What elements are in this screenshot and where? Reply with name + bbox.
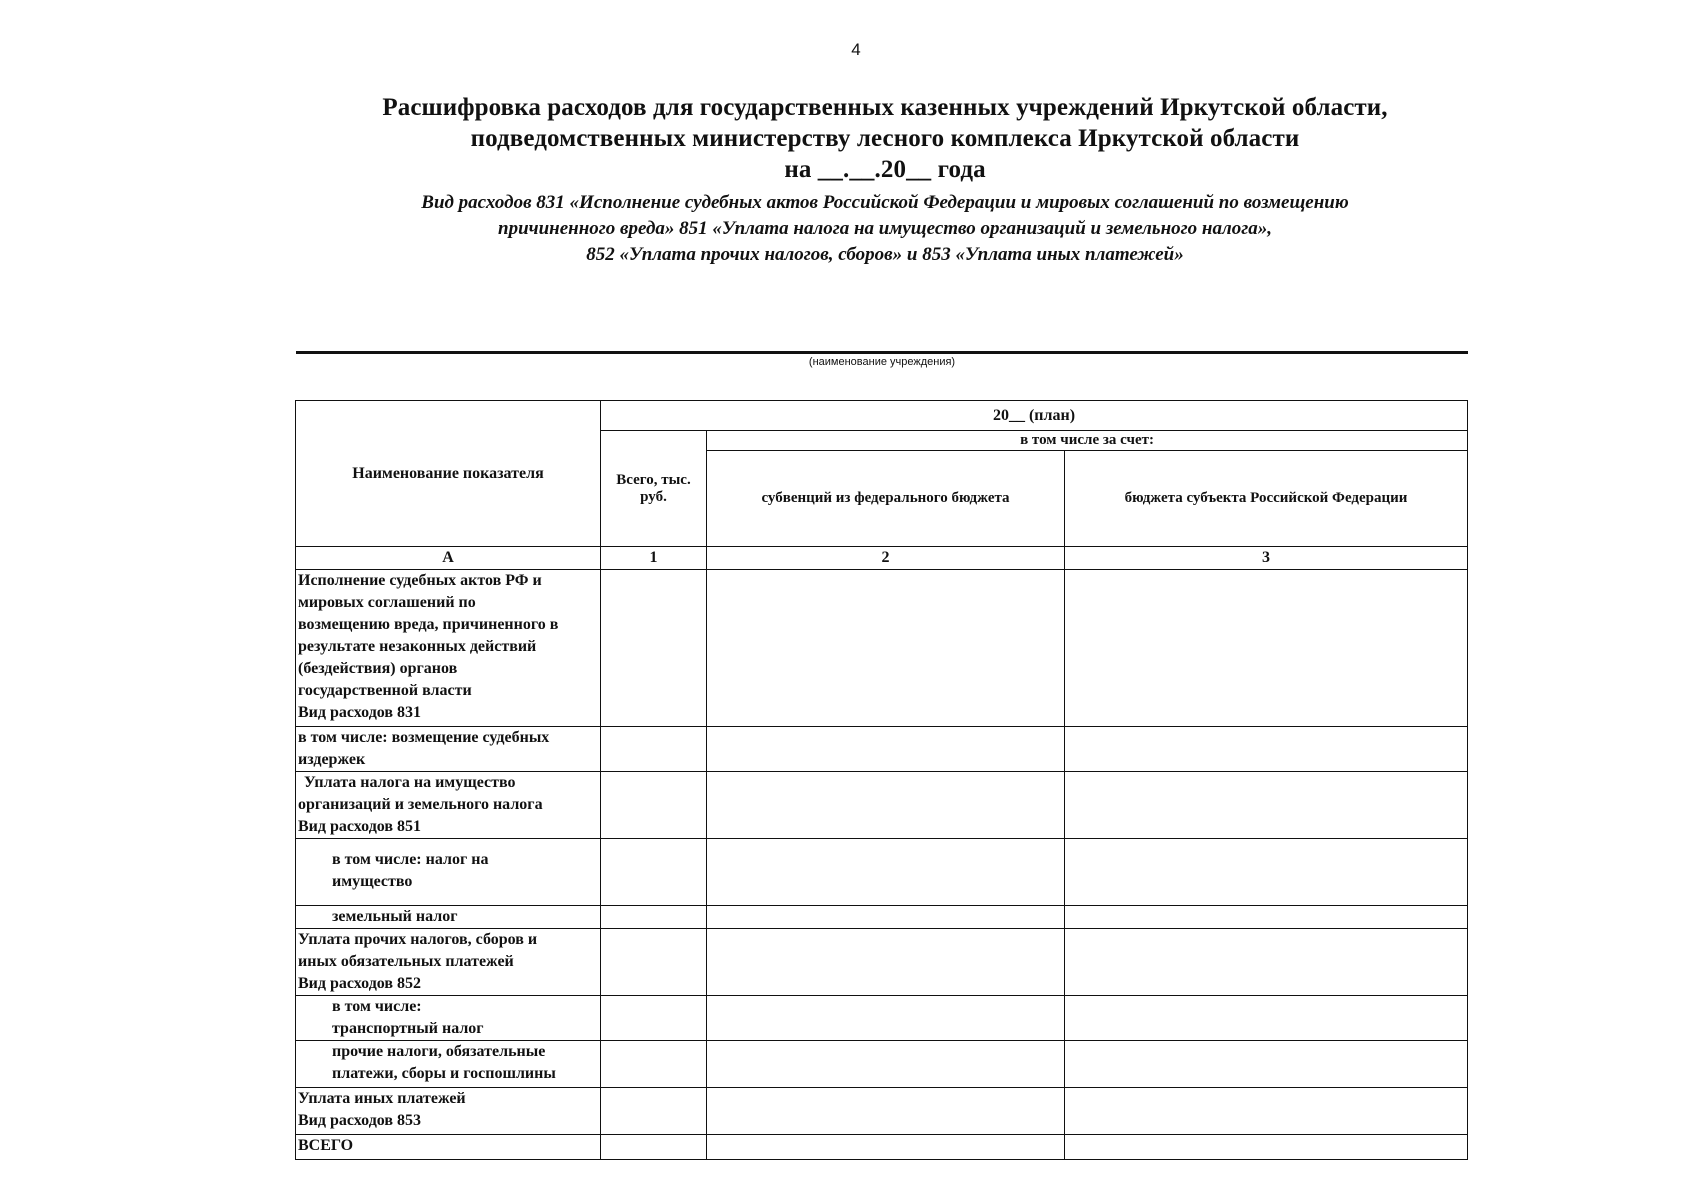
expense-table <box>295 400 1468 1160</box>
institution-caption: (наименование учреждения) <box>808 356 956 368</box>
cell-federal[interactable] <box>707 996 1065 1041</box>
header-plan: 20__ (план) <box>601 401 1468 431</box>
table-row <box>296 772 1468 839</box>
row-label-853 <box>296 1088 601 1135</box>
table-row <box>296 996 1468 1041</box>
cell-regional[interactable] <box>1065 727 1468 772</box>
cell-total[interactable] <box>601 929 707 996</box>
label-line: транспортный налог <box>332 1020 484 1037</box>
label-line: в том числе: налог на <box>332 851 489 868</box>
row-label-property-tax <box>296 839 601 906</box>
label-line: возмещению вреда, причиненного в <box>298 616 559 633</box>
cell-federal[interactable] <box>707 570 1065 727</box>
document-subtitle <box>330 190 1440 268</box>
label-line: в том числе: возмещение судебных <box>298 729 550 746</box>
cell-federal[interactable] <box>707 839 1065 906</box>
cell-regional[interactable] <box>1065 570 1468 727</box>
subtitle-line-3: 852 «Уплата прочих налогов, сборов» и 853 «Уплата иных платежей» <box>586 244 1184 265</box>
cell-federal[interactable] <box>707 1088 1065 1135</box>
cell-total[interactable] <box>601 1135 707 1160</box>
label-line: земельный налог <box>332 908 458 925</box>
table-row <box>296 839 1468 906</box>
title-line-3: на __.__.20__ года <box>784 156 986 183</box>
subtitle-line-1: Вид расходов 831 «Исполнение судебных актов Российской Федерации и мировых соглашений по возмещению <box>421 192 1349 213</box>
label-line: ВСЕГО <box>298 1137 354 1154</box>
table-row <box>296 1135 1468 1160</box>
column-letter-1: 1 <box>601 547 707 570</box>
label-line: результате незаконных действий <box>298 638 537 655</box>
header-indicator: Наименование показателя <box>296 401 601 547</box>
column-letter-a: А <box>296 547 601 570</box>
subtitle-line-2: причиненного вреда» 851 «Уплата налога на имущество организаций и земельного налога», <box>498 218 1272 239</box>
label-line: мировых соглашений по <box>298 594 476 611</box>
expense-table-container <box>295 400 1467 1160</box>
cell-federal[interactable] <box>707 906 1065 929</box>
cell-total[interactable] <box>601 996 707 1041</box>
row-label-other-taxes <box>296 1041 601 1088</box>
label-line: Уплата налога на имущество <box>304 774 516 791</box>
cell-regional[interactable] <box>1065 1135 1468 1160</box>
table-row <box>296 906 1468 929</box>
label-line: Вид расходов 851 <box>298 818 422 835</box>
column-letter-2: 2 <box>707 547 1065 570</box>
row-label-total <box>296 1135 601 1160</box>
label-line: издержек <box>298 751 366 768</box>
page-number: 4 <box>851 40 861 59</box>
label-line: Уплата иных платежей <box>298 1090 466 1107</box>
label-line: Уплата прочих налогов, сборов и <box>298 931 538 948</box>
row-label-831 <box>296 570 601 727</box>
cell-regional[interactable] <box>1065 906 1468 929</box>
header-federal: субвенций из федерального бюджета <box>707 451 1065 547</box>
row-label-land-tax <box>296 906 601 929</box>
header-total: Всего, тыс. руб. <box>601 431 707 547</box>
table-row <box>296 727 1468 772</box>
title-line-1: Расшифровка расходов для государственных казенных учреждений Иркутской области, <box>382 94 1388 121</box>
label-line: в том числе: <box>332 998 422 1015</box>
label-line: Вид расходов 853 <box>298 1112 422 1129</box>
row-label-851 <box>296 772 601 839</box>
cell-total[interactable] <box>601 1088 707 1135</box>
cell-total[interactable] <box>601 772 707 839</box>
row-label-court-costs <box>296 727 601 772</box>
header-regional: бюджета субъекта Российской Федерации <box>1065 451 1468 547</box>
row-label-transport-tax <box>296 996 601 1041</box>
title-line-2: подведомственных министерству лесного комплекса Иркутской области <box>470 125 1300 152</box>
label-line: платежи, сборы и госпошлины <box>332 1065 556 1082</box>
table-row <box>296 1041 1468 1088</box>
table-row <box>296 570 1468 727</box>
cell-regional[interactable] <box>1065 1041 1468 1088</box>
cell-federal[interactable] <box>707 1041 1065 1088</box>
cell-federal[interactable] <box>707 1135 1065 1160</box>
label-line: иных обязательных платежей <box>298 953 514 970</box>
cell-regional[interactable] <box>1065 772 1468 839</box>
label-line: прочие налоги, обязательные <box>332 1043 546 1060</box>
label-line: имущество <box>332 873 413 890</box>
label-line: Вид расходов 831 <box>298 704 422 721</box>
table-row <box>296 1088 1468 1135</box>
cell-federal[interactable] <box>707 727 1065 772</box>
label-line: организаций и земельного налога <box>298 796 543 813</box>
institution-name-line <box>296 351 1468 354</box>
cell-total[interactable] <box>601 1041 707 1088</box>
table-row <box>296 929 1468 996</box>
label-line: Исполнение судебных актов РФ и <box>298 572 542 589</box>
cell-regional[interactable] <box>1065 929 1468 996</box>
cell-total[interactable] <box>601 727 707 772</box>
cell-total[interactable] <box>601 906 707 929</box>
cell-regional[interactable] <box>1065 839 1468 906</box>
label-line: (бездействия) органов <box>298 660 458 677</box>
cell-federal[interactable] <box>707 929 1065 996</box>
column-letter-3: 3 <box>1065 547 1468 570</box>
cell-federal[interactable] <box>707 772 1065 839</box>
label-line: государственной власти <box>298 682 472 699</box>
cell-total[interactable] <box>601 839 707 906</box>
cell-regional[interactable] <box>1065 1088 1468 1135</box>
document-title <box>330 92 1440 185</box>
cell-regional[interactable] <box>1065 996 1468 1041</box>
row-label-852 <box>296 929 601 996</box>
cell-total[interactable] <box>601 570 707 727</box>
header-including: в том числе за счет: <box>707 431 1468 451</box>
label-line: Вид расходов 852 <box>298 975 422 992</box>
